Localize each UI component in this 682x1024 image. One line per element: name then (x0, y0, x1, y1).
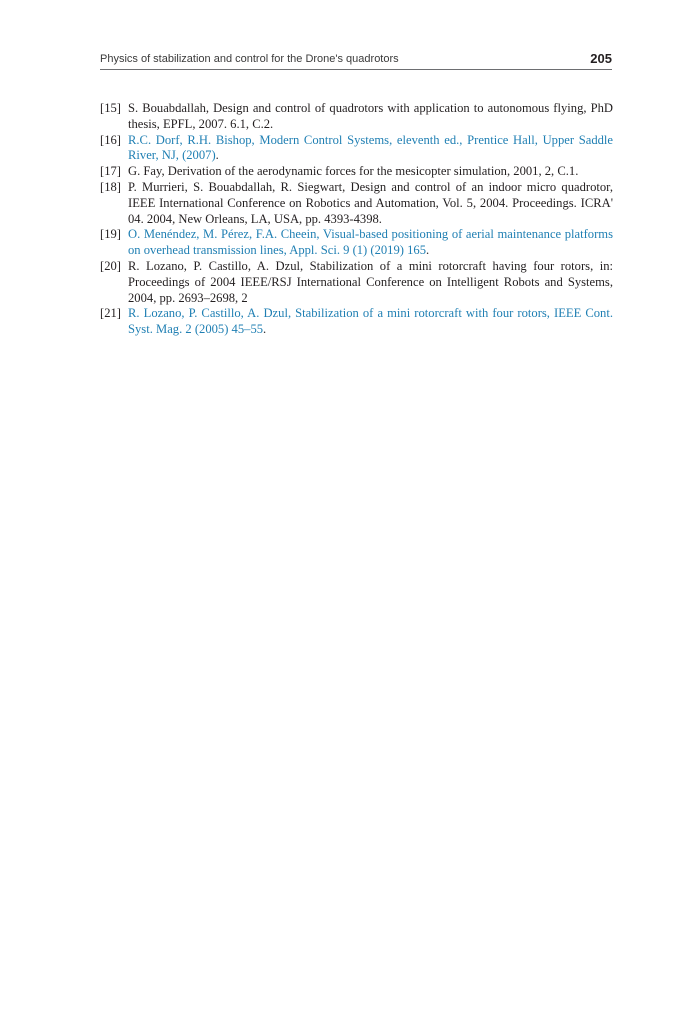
reference-number: [18] (100, 179, 121, 194)
reference-17 (100, 164, 613, 180)
reference-link[interactable]: R. Lozano, P. Castillo, A. Dzul, Stabilization of a mini rotorcraft with four rotors, IEEE Cont. Syst. Mag. 2 (2005) 45–55 (128, 306, 613, 337)
reference-19 (100, 227, 613, 259)
reference-number: [21] (100, 306, 121, 321)
reference-number: [19] (100, 227, 121, 242)
reference-number: [20] (100, 258, 121, 273)
reference-text: G. Fay, Derivation of the aerodynamic forces for the mesicopter simulation, 2001, 2, C.1. (128, 164, 579, 179)
reference-21 (100, 306, 613, 338)
reference-text: P. Murrieri, S. Bouabdallah, R. Siegwart, Design and control of an indoor micro quadrotor, IEEE International Conference on Robotics and Automation, Vol. 5, 2004. Proceedings. ICRA' 04. 2004, New Orleans, LA, USA, pp. 4393-4398. (128, 179, 613, 226)
reference-link[interactable]: R.C. Dorf, R.H. Bishop, Modern Control Systems, eleventh ed., Prentice Hall, Upper Saddle River, NJ, (2007) (128, 132, 613, 163)
reference-number: [15] (100, 101, 121, 115)
reference-link[interactable]: O. Menéndez, M. Pérez, F.A. Cheein, Visual-based positioning of aerial maintenance platforms on overhead transmission lines, Appl. Sci. 9 (1) (2019) 165 (128, 227, 613, 258)
reference-suffix: . (215, 148, 219, 163)
reference-number: [17] (100, 164, 121, 179)
reference-text: R. Lozano, P. Castillo, A. Dzul, Stabilization of a mini rotorcraft having four rotors, in: Proceedings of 2004 IEEE/RSJ International Conference on Intelligent Robots and Systems, 2004, pp. 2693–2698, 2 (128, 258, 613, 305)
page-number: 205 (590, 51, 612, 66)
reference-16 (100, 133, 613, 165)
reference-suffix: . (263, 322, 267, 337)
running-title: Physics of stabilization and control for the Drone's quadrotors (100, 53, 399, 65)
reference-list (100, 101, 613, 338)
page-header (100, 51, 612, 70)
reference-suffix: . (426, 243, 430, 258)
reference-text: S. Bouabdallah, Design and control of quadrotors with application to autonomous flying, PhD thesis, EPFL, 2007. 6.1, C.2. (128, 101, 613, 131)
reference-15 (100, 101, 613, 133)
reference-number: [16] (100, 132, 121, 147)
reference-20 (100, 259, 613, 306)
reference-18 (100, 180, 613, 227)
